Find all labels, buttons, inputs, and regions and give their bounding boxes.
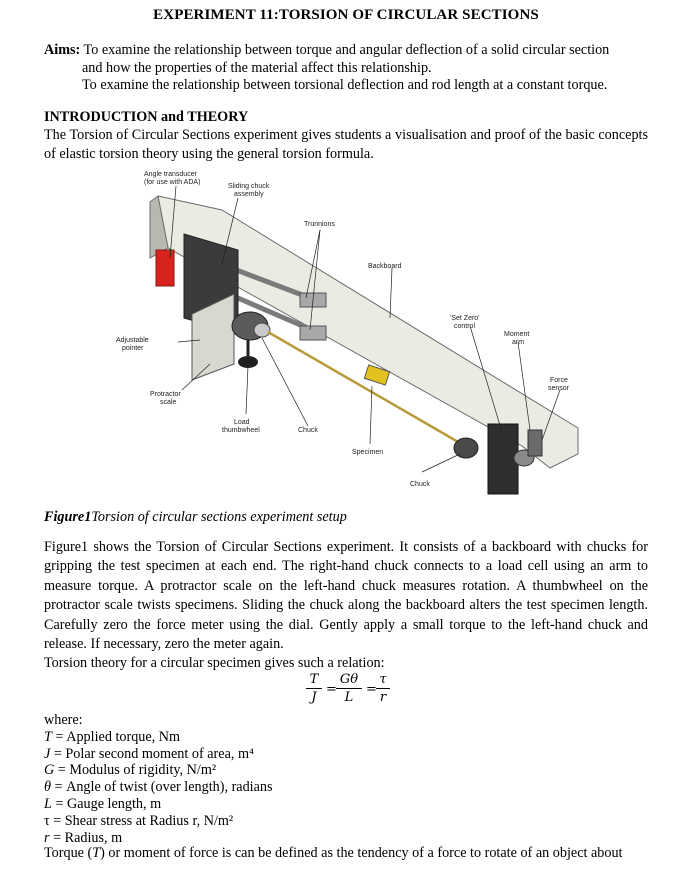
formula-gtheta: Gθ	[336, 672, 362, 689]
figure-caption-label: Figure1	[44, 509, 92, 525]
where-item-shear-stress: τ = Shear stress at Radius r, N/m²	[44, 812, 234, 829]
where-item-torque: T = Applied torque, Nm	[44, 728, 181, 745]
where-item-angle: θ = Angle of twist (over length), radians	[44, 779, 273, 796]
formula-j: J	[311, 690, 317, 705]
aims-line-2: and how the properties of the material affect this relationship.	[82, 59, 432, 76]
label-chuck-right: Chuck	[410, 481, 430, 488]
label-chuck-left: Chuck	[298, 427, 318, 434]
torsion-formula	[300, 672, 400, 710]
label-backboard: Backboard	[368, 263, 402, 270]
aims-line-3: To examine the relationship between torsional deflection and rod length at a constant torque.	[82, 77, 608, 93]
angle-transducer	[156, 250, 174, 286]
label-moment-arm-1: Moment	[504, 331, 530, 338]
fraction-tau-over-r	[376, 672, 390, 706]
formula-eq-1: =	[326, 682, 337, 697]
label-force-sensor-1: Force	[550, 377, 568, 384]
formula-t: T	[306, 672, 322, 689]
label-trunnions: Trunnions	[304, 221, 335, 228]
label-angle-transducer-2: (for use with ADA)	[144, 179, 201, 186]
label-specimen: Specimen	[352, 449, 384, 456]
right-chuck-block	[488, 424, 518, 494]
label-load-thumbwheel-1: Load	[234, 419, 250, 426]
figure-caption-text: Torsion of circular sections experiment setup	[91, 509, 347, 525]
label-set-zero-1: 'Set Zero'	[450, 315, 480, 322]
intro-paragraph: The Torsion of Circular Sections experiment gives students a visualisation and proof of the basic concepts of elastic torsion theory using the general torsion formula.	[44, 127, 648, 162]
apparatus-figure	[110, 168, 590, 508]
aims-line-1: To examine the relationship between torque and angular deflection of a solid circular section	[80, 42, 610, 58]
label-force-sensor-2: sensor	[548, 385, 570, 392]
aims-label: Aims:	[44, 42, 81, 58]
fraction-t-over-j	[306, 672, 322, 706]
formula-l: L	[344, 690, 354, 705]
intro-heading: INTRODUCTION and THEORY	[44, 109, 249, 125]
where-heading: where:	[44, 712, 83, 728]
label-sliding-chuck-1: Sliding chuck	[228, 183, 270, 190]
description-paragraph: Figure1 shows the Torsion of Circular Sections experiment. It consists of a backboard with chucks for gripping the test specimen at each end. The right-hand chuck connects to a load cell using an arm to measure torque. A protractor scale on the left-hand chuck measures rotation. A thumbwheel on the protractor scale twists specimens. Sliding the chuck along the backboard alters the test specimen length. Carefully zero the force meter using the dial. Gently apply a small torque to the left-hand chuck and release. If necessary, zero the meter again.	[44, 539, 648, 653]
where-item-polar-moment: J = Polar second moment of area, m⁴	[44, 745, 254, 762]
aims-section	[44, 42, 664, 95]
label-sliding-chuck-2: assembly	[234, 191, 264, 198]
label-moment-arm-2: arm	[512, 339, 525, 346]
relation-intro: Torsion theory for a circular specimen gives such a relation:	[44, 655, 385, 671]
where-item-rigidity: G = Modulus of rigidity, N/m²	[44, 762, 217, 779]
formula-eq-2: =	[366, 682, 377, 697]
figure-caption	[44, 509, 347, 526]
fraction-gtheta-over-l	[336, 672, 362, 706]
force-sensor	[528, 430, 542, 456]
page-title: EXPERIMENT 11:TORSION OF CIRCULAR SECTIONS	[153, 7, 539, 23]
label-set-zero-2: control	[454, 323, 476, 330]
label-angle-transducer-1: Angle transducer	[144, 171, 197, 178]
label-protractor-scale-1: Protractor	[150, 391, 181, 398]
label-protractor-scale-2: scale	[160, 399, 177, 406]
formula-r: r	[379, 690, 387, 705]
label-adjustable-pointer-1: Adjustable	[116, 337, 149, 344]
label-adjustable-pointer-2: pointer	[122, 345, 144, 352]
where-item-radius: r = Radius, m	[44, 829, 123, 846]
label-load-thumbwheel-2: thumbwheel	[222, 427, 260, 434]
torque-definition-line: Torque (T) or moment of force is can be defined as the tendency of a force to rotate of an object about	[44, 845, 623, 861]
where-list	[44, 712, 273, 846]
formula-tau: τ	[376, 672, 390, 689]
where-item-length: L = Gauge length, m	[44, 795, 162, 812]
trunnion-block-2	[300, 326, 326, 340]
